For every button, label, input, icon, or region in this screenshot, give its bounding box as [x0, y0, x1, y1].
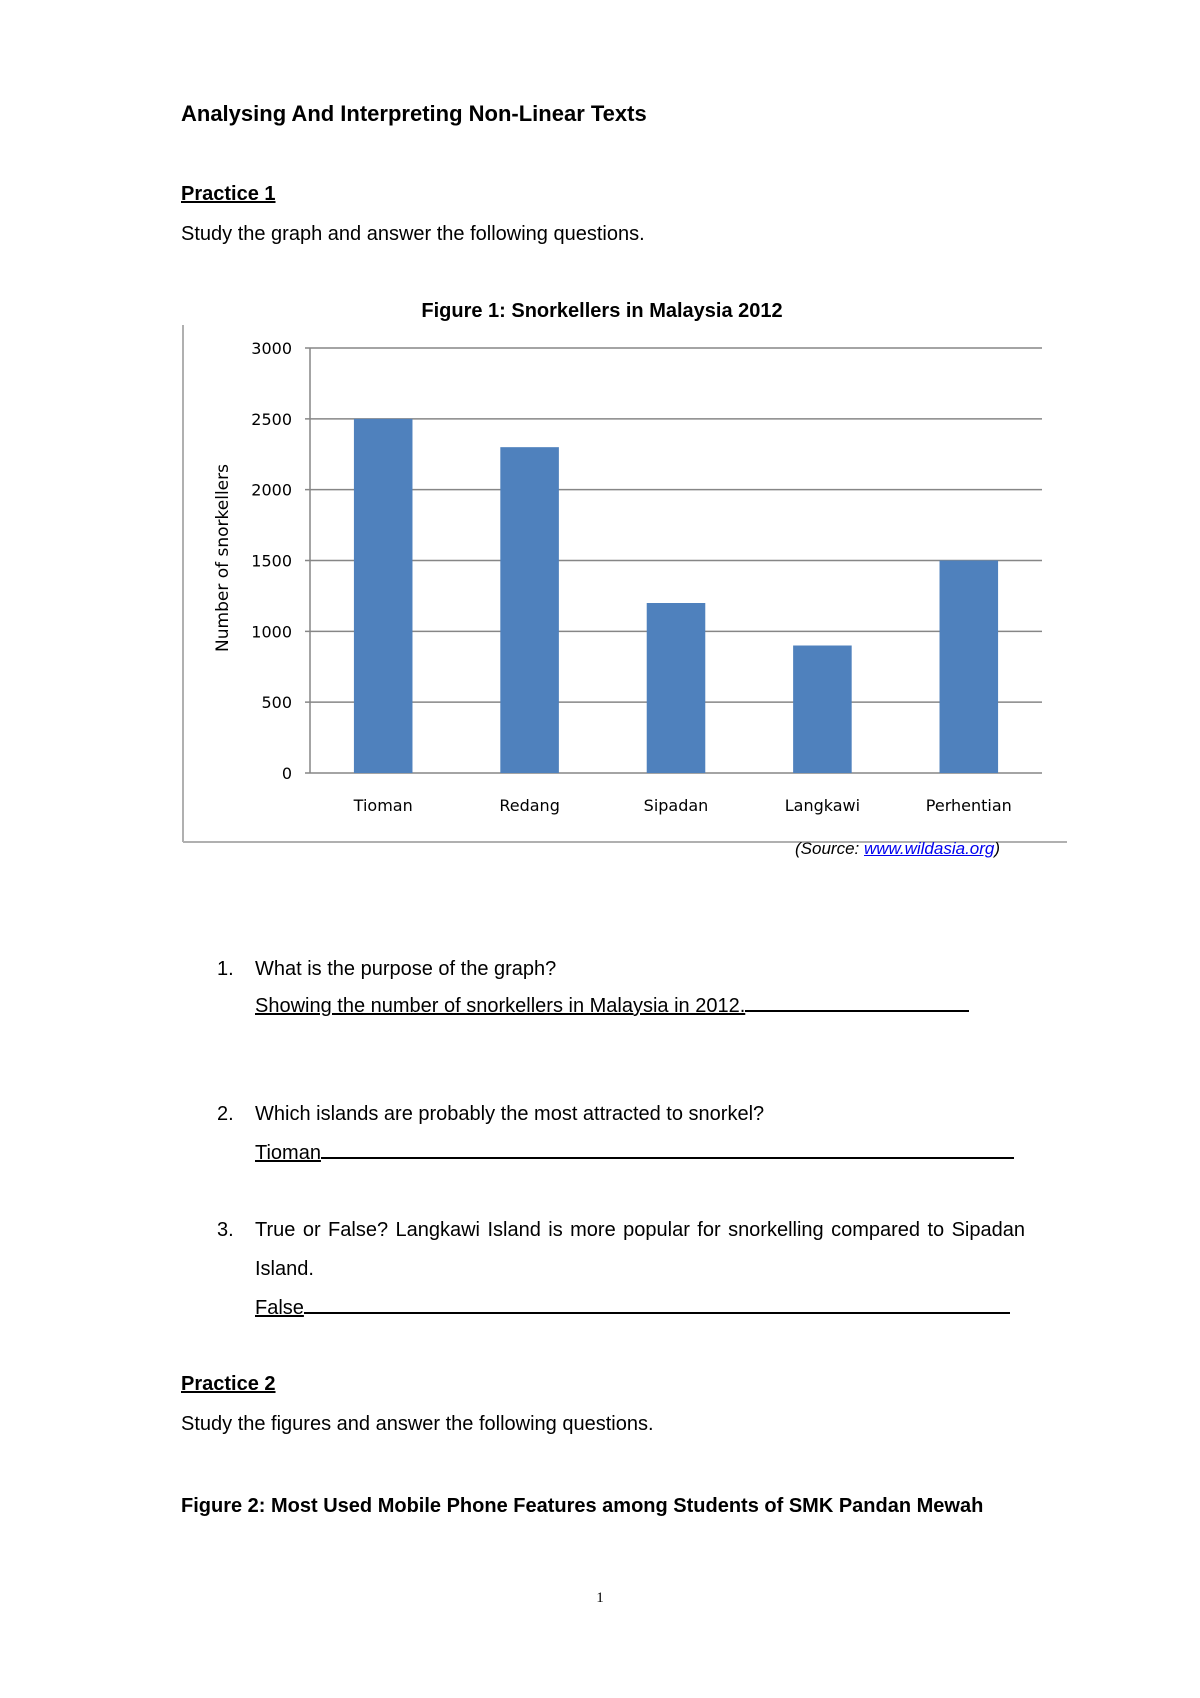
answer-text: False [255, 1297, 304, 1319]
answer-line [304, 1292, 1010, 1314]
answer-1 [255, 990, 1025, 1020]
y-tick-label: 1000 [251, 622, 292, 642]
bar-sipadan [647, 603, 706, 773]
practice-1-instruction: Study the graph and answer the following questions. [181, 223, 645, 245]
chart-source [795, 839, 1000, 859]
figure-2-title: Figure 2: Most Used Mobile Phone Features among Students of SMK Pandan Mewah [181, 1495, 984, 1517]
x-tick-label: Sipadan [643, 796, 709, 815]
source-link[interactable]: www.wildasia.org [863, 839, 995, 858]
y-tick-label: 0 [281, 764, 292, 783]
question-text: What is the purpose of the graph? [255, 958, 557, 980]
practice-2-heading: Practice 2 [181, 1373, 276, 1395]
y-tick-label: 2000 [251, 480, 292, 500]
question-3 [217, 1211, 1027, 1341]
practice-2-instruction: Study the figures and answer the following questions. [181, 1413, 654, 1435]
question-text: True or False? Langkawi Island is more popular for snorkelling compared to Sipadan Island. [255, 1219, 1025, 1280]
chart-title: Figure 1: Snorkellers in Malaysia 2012 [421, 300, 783, 322]
x-tick-label: Redang [499, 796, 560, 815]
question-number: 1. [217, 958, 234, 980]
answer-line [745, 990, 969, 1012]
page-number: 1 [596, 1590, 604, 1606]
y-axis-label: Number of snorkellers [213, 464, 233, 652]
bar-tioman [354, 419, 413, 773]
question-2 [217, 1095, 1027, 1175]
question-number: 2. [217, 1103, 234, 1125]
x-tick-label: Tioman [353, 796, 413, 815]
practice-1-heading: Practice 1 [181, 183, 276, 205]
answer-text: Tioman [255, 1142, 321, 1164]
y-tick-label: 2500 [251, 409, 292, 429]
question-text: Which islands are probably the most attracted to snorkel? [255, 1103, 765, 1125]
answer-line [321, 1137, 1014, 1159]
bar-langkawi [793, 646, 852, 774]
source-prefix: (Source: [795, 839, 864, 858]
x-tick-label: Langkawi [784, 796, 861, 815]
source-suffix: ) [994, 839, 1001, 858]
snorkellers-bar-chart [180, 320, 1070, 845]
answer-3 [255, 1289, 1025, 1328]
document-title: Analysing And Interpreting Non-Linear Texts [181, 101, 647, 126]
answer-2 [255, 1134, 1025, 1173]
answer-text: Showing the number of snorkellers in Malaysia in 2012. [255, 995, 746, 1017]
question-1 [217, 950, 1027, 1050]
question-number: 3. [217, 1219, 234, 1241]
y-tick-label: 500 [261, 693, 292, 713]
y-tick-label: 1500 [251, 551, 292, 571]
bar-redang [500, 447, 559, 773]
y-tick-label: 3000 [251, 339, 292, 358]
bar-perhentian [940, 561, 999, 774]
x-tick-label: Perhentian [925, 796, 1012, 815]
